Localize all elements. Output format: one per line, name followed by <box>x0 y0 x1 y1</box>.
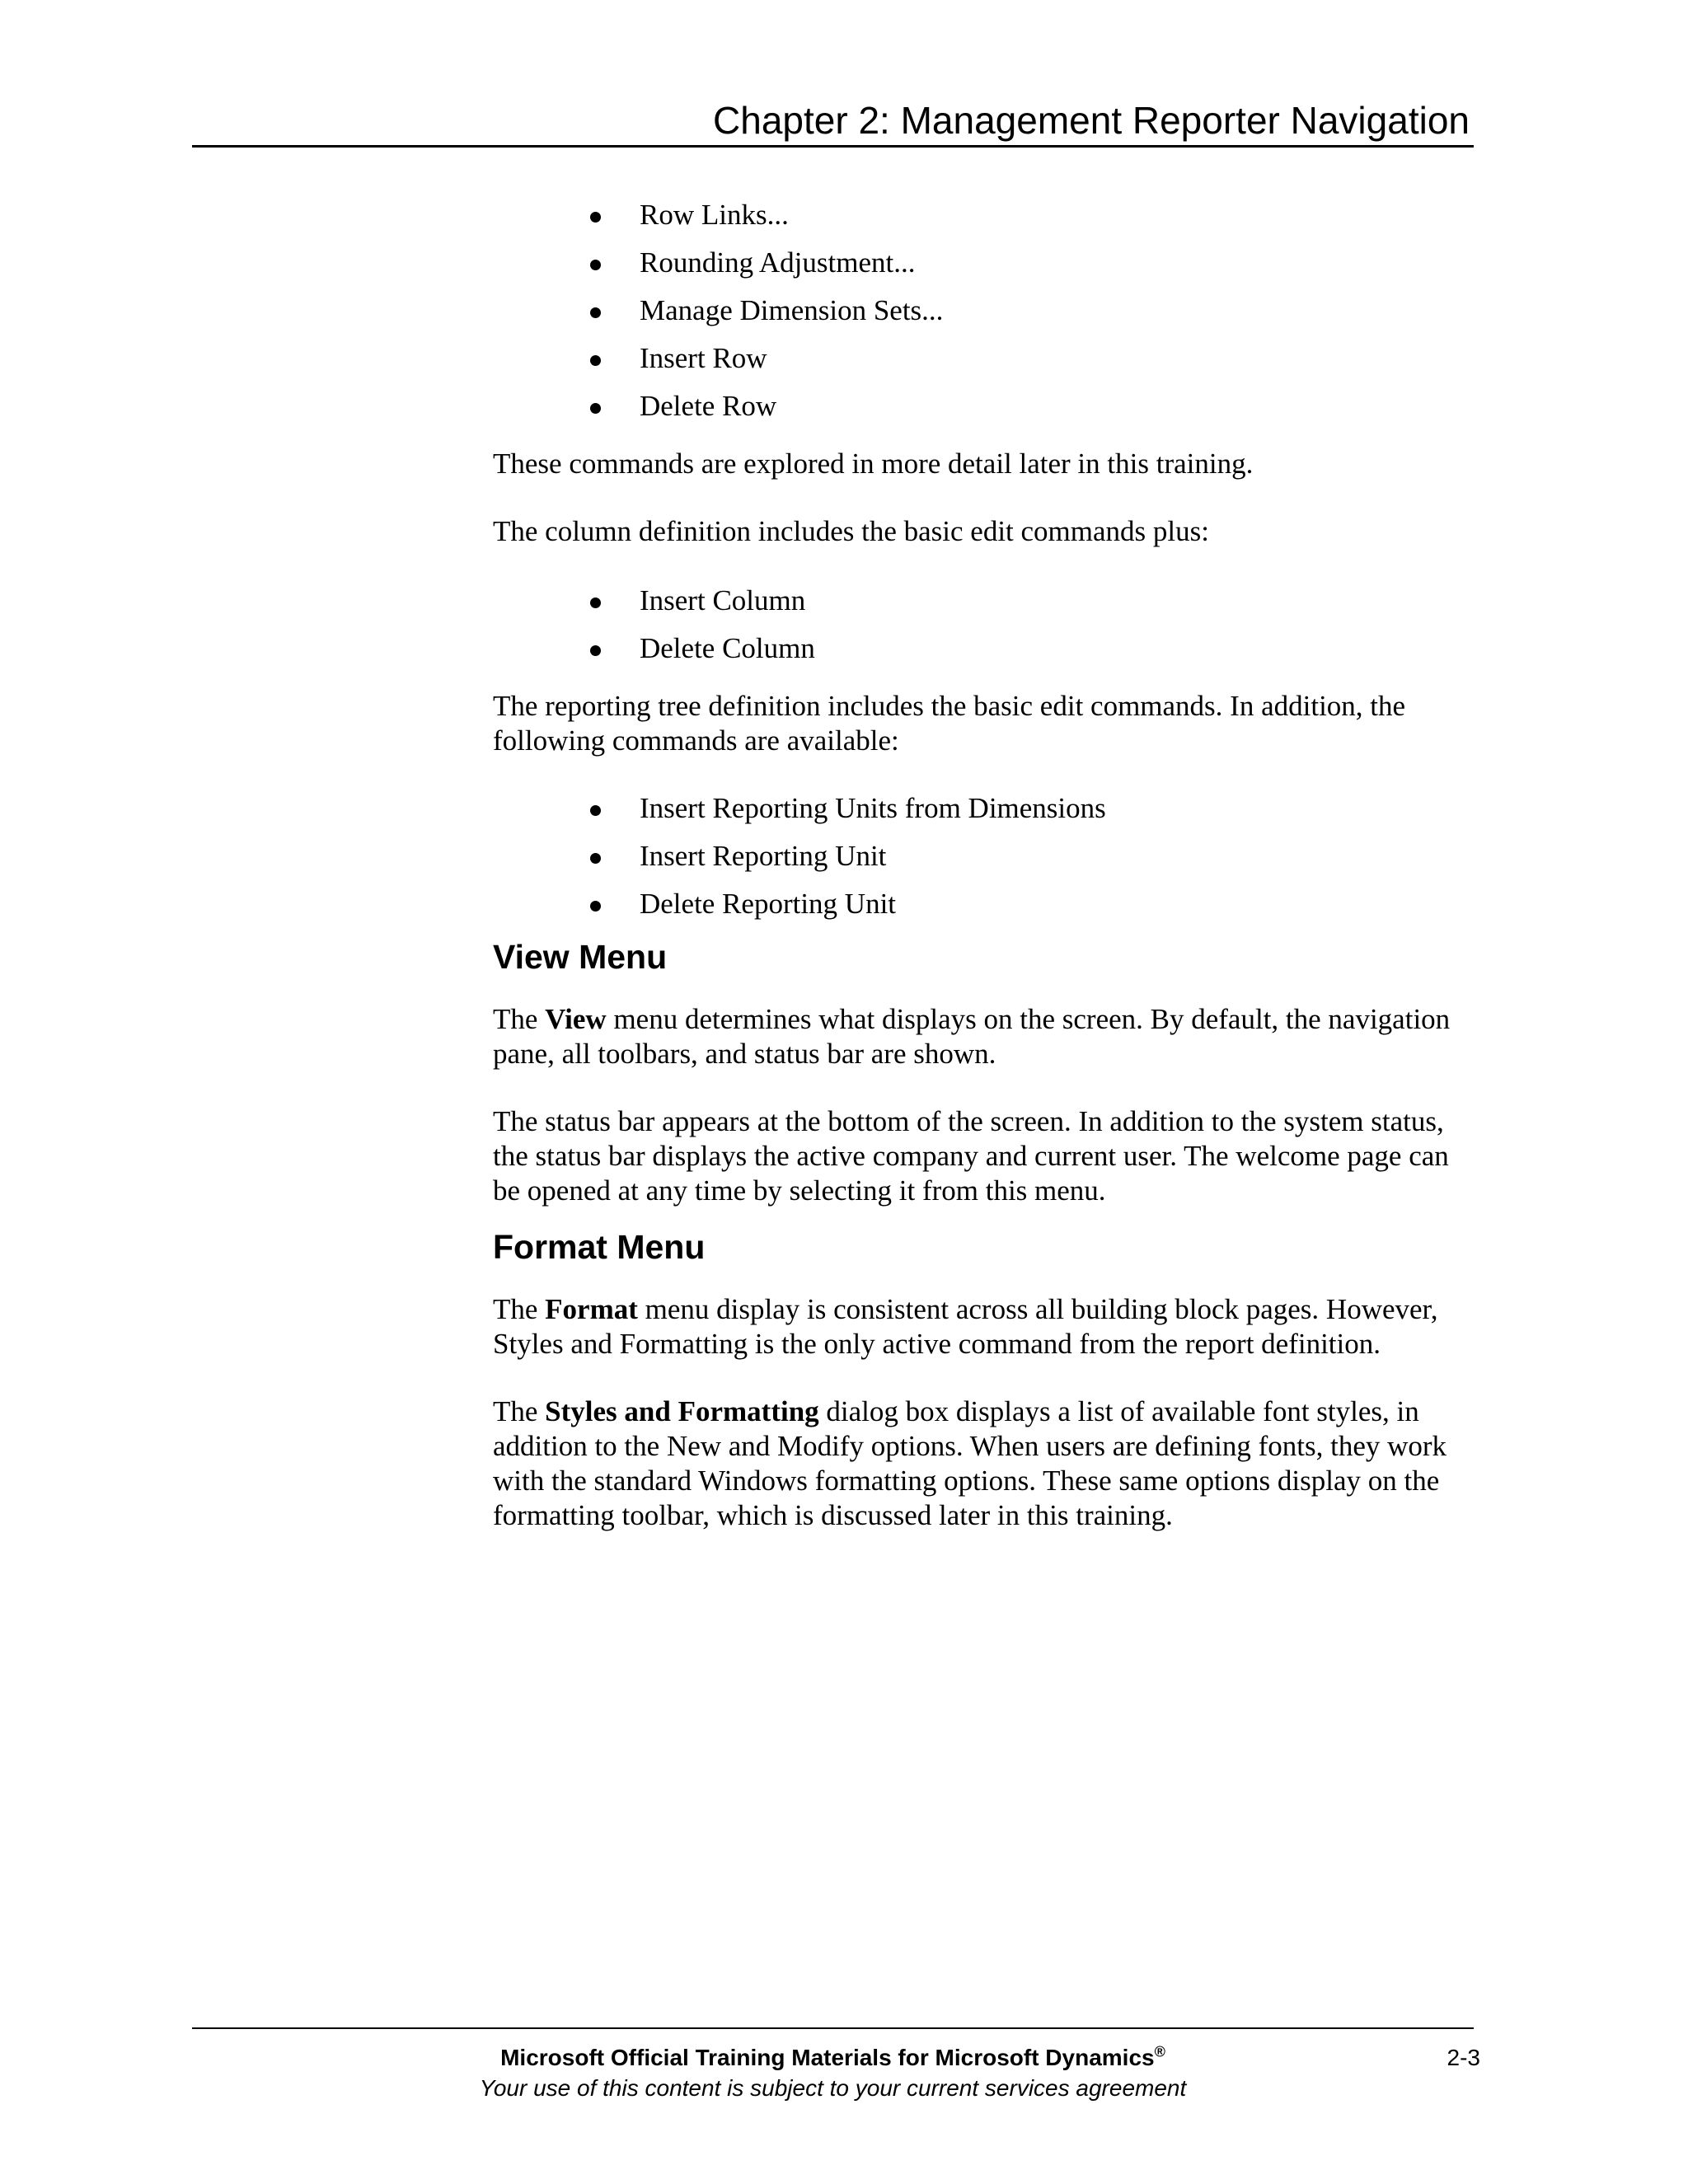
bullet-icon <box>590 212 601 223</box>
list-item: Delete Reporting Unit <box>493 887 1482 921</box>
bullet-icon <box>590 307 601 318</box>
list-item: Insert Reporting Unit <box>493 839 1482 874</box>
format-menu-heading: Format Menu <box>493 1228 706 1266</box>
view-menu-paragraph: The View menu determines what displays on the screen. By default, the navigation pane, all toolbars, and status bar are shown. <box>493 1003 1451 1070</box>
row-commands-list <box>493 198 1482 424</box>
header-divider <box>192 145 1474 148</box>
bullet-icon <box>590 853 601 864</box>
footer-title: Microsoft Official Training Materials for Microsoft Dynamics® <box>500 2043 1165 2070</box>
bullet-icon <box>590 355 601 366</box>
commands-paragraph: These commands are explored in more detail later in this training. <box>493 448 1254 480</box>
list-item: Row Links... <box>493 198 1482 232</box>
bullet-icon <box>590 645 601 656</box>
page-content <box>493 198 1482 1533</box>
bullet-icon <box>590 901 601 912</box>
list-item: Insert Row <box>493 341 1482 376</box>
list-item: Delete Column <box>493 631 1482 666</box>
view-menu-heading: View Menu <box>493 938 668 976</box>
column-commands-list <box>493 583 1482 666</box>
list-item: Rounding Adjustment... <box>493 246 1482 280</box>
list-item: Insert Reporting Units from Dimensions <box>493 791 1482 826</box>
reporting-tree-paragraph: The reporting tree definition includes the basic edit commands. In addition, the following commands are available: <box>493 690 1406 757</box>
status-bar-paragraph: The status bar appears at the bottom of the screen. In addition to the system status, the status bar displays the active company and current user. The welcome page can be opened at any time by selecting it from this menu. <box>493 1105 1449 1207</box>
bullet-icon <box>590 805 601 816</box>
reporting-tree-commands-list <box>493 791 1482 921</box>
bullet-icon <box>590 403 601 414</box>
footer-divider <box>192 2027 1474 2029</box>
chapter-header-title: Chapter 2: Management Reporter Navigation <box>713 99 1470 142</box>
list-item: Manage Dimension Sets... <box>493 293 1482 328</box>
bullet-icon <box>590 260 601 270</box>
list-item: Delete Row <box>493 389 1482 424</box>
footer-notice: Your use of this content is subject to your current services agreement <box>479 2075 1187 2101</box>
bullet-icon <box>590 598 601 608</box>
format-menu-paragraph: The Format menu display is consistent across all building block pages. However, Styles and Formatting is the only active command from the report definition. <box>493 1293 1438 1360</box>
page-number: 2-3 <box>1447 2045 1480 2070</box>
registered-mark: ® <box>1154 2043 1165 2060</box>
styles-formatting-paragraph: The Styles and Formatting dialog box displays a list of available font styles, in addition to the New and Modify options. When users are defining fonts, they work with the standard Windows formatting options. These same options display on the formatting toolbar, which is discussed later in this training. <box>493 1395 1447 1531</box>
list-item: Insert Column <box>493 583 1482 618</box>
column-paragraph: The column definition includes the basic edit commands plus: <box>493 515 1209 547</box>
